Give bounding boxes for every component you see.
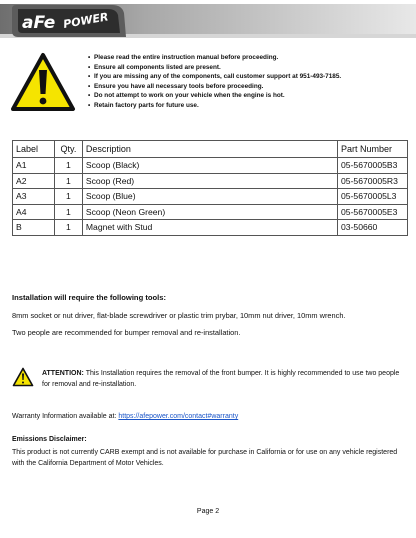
- safety-bullet: • Please read the entire instruction manual before proceeding.: [88, 54, 279, 61]
- table-row: [13, 204, 408, 220]
- attention-warning-icon: [12, 367, 34, 387]
- emissions-text: This product is not currently CARB exempt and is not available for purchase in California or for use on any vehicle registered with the California Department of Motor Vehicles.: [12, 449, 398, 467]
- cell-qty: 1: [54, 158, 82, 174]
- warranty-line: [12, 413, 238, 420]
- cell-qty: 1: [54, 173, 82, 189]
- installation-tools: 8mm socket or nut driver, flat-blade screwdriver or plastic trim prybar, 10mm nut driver, 10mm wrench.: [12, 311, 346, 320]
- cell-qty: 1: [54, 220, 82, 236]
- safety-bullet: • Do not attempt to work on your vehicle when the engine is hot.: [88, 92, 285, 100]
- safety-bullet: • Retain factory parts for future use.: [88, 101, 199, 109]
- header-part-number: Part Number: [338, 141, 408, 158]
- safety-bullet-list: [88, 53, 408, 111]
- page-number: Page 2: [196, 508, 220, 515]
- attention-label: ATTENTION:: [42, 370, 84, 377]
- cell-part-number: 05-5670005E3: [338, 204, 408, 220]
- emissions-title: Emissions Disclaimer:: [12, 436, 87, 443]
- warning-triangle-icon: [10, 52, 76, 112]
- cell-part-number: 05-5670005R3: [338, 173, 408, 189]
- cell-label: A3: [13, 189, 55, 205]
- cell-label: A1: [13, 158, 55, 174]
- afe-power-logo: [8, 5, 126, 37]
- header-label: Label: [13, 141, 55, 158]
- table-row: [13, 158, 408, 174]
- header-qty: Qty.: [54, 141, 82, 158]
- safety-bullet: • If you are missing any of the components, call customer support at 951-493-7185.: [88, 73, 342, 81]
- header-band: [0, 0, 416, 46]
- table-row: [13, 189, 408, 205]
- cell-description: Scoop (Neon Green): [82, 204, 337, 220]
- attention-notice: [42, 368, 408, 390]
- installation-people: Two people are recommended for bumper removal and re-installation.: [12, 328, 241, 337]
- safety-bullet: • Ensure you have all necessary tools before proceeding.: [88, 82, 264, 90]
- cell-label: A4: [13, 204, 55, 220]
- svg-text:POWER: POWER: [62, 10, 110, 31]
- svg-text:aFe: aFe: [22, 13, 56, 33]
- cell-part-number: 03-50660: [338, 220, 408, 236]
- table-row: [13, 173, 408, 189]
- cell-part-number: 05-5670005B3: [338, 158, 408, 174]
- safety-bullet: • Ensure all components listed are present.: [88, 63, 221, 71]
- cell-description: Scoop (Red): [82, 173, 337, 189]
- cell-description: Scoop (Black): [82, 158, 337, 174]
- parts-table-header-row: [13, 141, 408, 158]
- warranty-label: Warranty Information available at:: [12, 413, 117, 420]
- warranty-link[interactable]: https://afepower.com/contact#warranty: [118, 413, 239, 420]
- header-description: Description: [82, 141, 337, 158]
- cell-qty: 1: [54, 189, 82, 205]
- cell-qty: 1: [54, 204, 82, 220]
- cell-part-number: 05-5670005L3: [338, 189, 408, 205]
- cell-description: Magnet with Stud: [82, 220, 337, 236]
- attention-text: This Installation requires the removal of the front bumper. It is highly recommended to use two people for removal and re-installation.: [42, 370, 400, 388]
- cell-label: A2: [13, 173, 55, 189]
- cell-description: Scoop (Blue): [82, 189, 337, 205]
- table-row: [13, 220, 408, 236]
- parts-table: [12, 140, 408, 236]
- installation-title: Installation will require the following tools:: [12, 293, 166, 302]
- cell-label: B: [13, 220, 55, 236]
